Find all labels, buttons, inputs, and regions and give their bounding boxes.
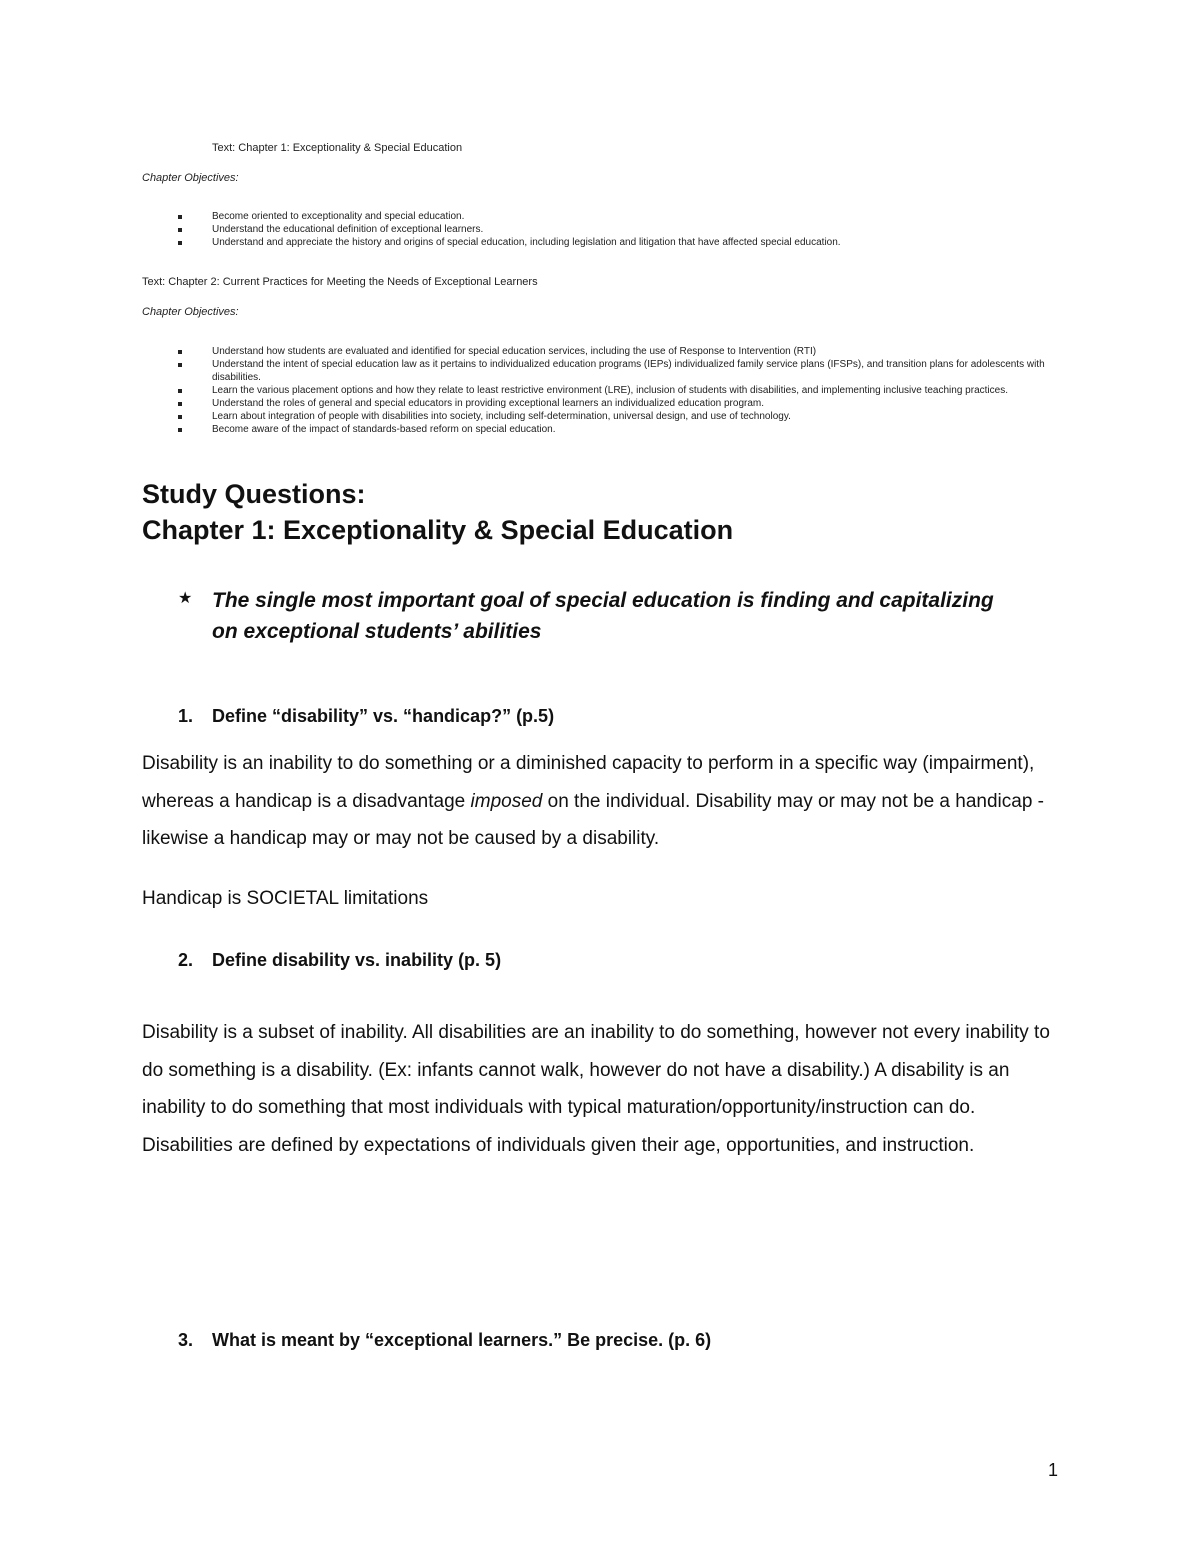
question-number: 1. bbox=[178, 706, 194, 726]
highlight-statement bbox=[178, 585, 1018, 649]
list-item: Learn about integration of people with disabilities into society, including self-determination, universal design, and use of technology. bbox=[178, 410, 1058, 423]
list-item: Understand the roles of general and special educators in providing exceptional learners an individualized education program. bbox=[178, 397, 1058, 410]
list-item: Understand how students are evaluated and identified for special education services, including the use of Response to Intervention (RTI) bbox=[178, 345, 1058, 358]
question-1 bbox=[178, 704, 554, 728]
question-text: What is meant by “exceptional learners.” Be precise. (p. 6) bbox=[212, 1330, 712, 1350]
star-icon: ★ bbox=[178, 590, 193, 607]
ch1-text-line: Text: Chapter 1: Exceptionality & Special Education bbox=[212, 142, 463, 154]
chapter-heading: Chapter 1: Exceptionality & Special Education bbox=[142, 515, 734, 545]
ch1-objectives-label: Chapter Objectives: bbox=[142, 172, 239, 184]
list-item: Learn the various placement options and how they relate to least restrictive environment (LRE), inclusion of students with disabilities, and implementing inclusive teaching practices. bbox=[178, 384, 1058, 397]
bullet-icon bbox=[178, 428, 182, 432]
bullet-icon bbox=[178, 415, 182, 419]
question-2 bbox=[178, 948, 501, 972]
highlight-text: The single most important goal of special education is finding and capitalizing on exceptional students’ abilities bbox=[212, 589, 994, 643]
question-text: Define disability vs. inability (p. 5) bbox=[212, 950, 502, 970]
answer-1-note: Handicap is SOCIETAL limitations bbox=[142, 888, 429, 909]
study-questions-heading: Study Questions: bbox=[142, 479, 366, 509]
bullet-icon bbox=[178, 228, 182, 232]
answer-2: Disability is a subset of inability. All disabilities are an inability to do something, however not every inability to do something is a disability. (Ex: infants cannot walk, however do not have a disability.) A disability is an inability to do something that most individuals with typical maturation/opportunity/instruction can do. Disabilities are defined by expectations of individuals given their age, opportunities, and instruction. bbox=[142, 1022, 1050, 1156]
list-item: Understand and appreciate the history and origins of special education, including legislation and litigation that have affected special education. bbox=[178, 236, 1058, 249]
ch1-objectives-list bbox=[178, 210, 1058, 249]
list-item: Understand the educational definition of exceptional learners. bbox=[178, 223, 1058, 236]
ch2-objectives-list bbox=[178, 345, 1058, 436]
bullet-icon bbox=[178, 402, 182, 406]
bullet-icon bbox=[178, 215, 182, 219]
question-text: Define “disability” vs. “handicap?” (p.5) bbox=[212, 706, 555, 726]
list-item: Become oriented to exceptionality and special education. bbox=[178, 210, 1058, 223]
question-number: 3. bbox=[178, 1330, 194, 1350]
question-number: 2. bbox=[178, 950, 194, 970]
bullet-icon bbox=[178, 389, 182, 393]
answer-1: Disability is an inability to do something or a diminished capacity to perform in a specific way (impairment), whereas a handicap is a disadvantage imposed on the individual. Disability may or may not be a handicap - likewise a handicap may or may not be caused by a disability. bbox=[142, 753, 1044, 849]
emphasis-imposed: imposed bbox=[470, 790, 543, 812]
question-3 bbox=[178, 1328, 711, 1352]
bullet-icon bbox=[178, 350, 182, 354]
bullet-icon bbox=[178, 241, 182, 245]
ch2-objectives-label: Chapter Objectives: bbox=[142, 306, 239, 318]
list-item: Become aware of the impact of standards-based reform on special education. bbox=[178, 423, 1058, 436]
ch2-text-line: Text: Chapter 2: Current Practices for Meeting the Needs of Exceptional Learners bbox=[142, 276, 538, 288]
bullet-icon bbox=[178, 363, 182, 367]
list-item: Understand the intent of special education law as it pertains to individualized education programs (IEPs) individualized family service plans (IFSPs), and transition plans for adolescents with disabilities. bbox=[178, 358, 1058, 384]
page-number: 1 bbox=[1048, 1460, 1059, 1480]
